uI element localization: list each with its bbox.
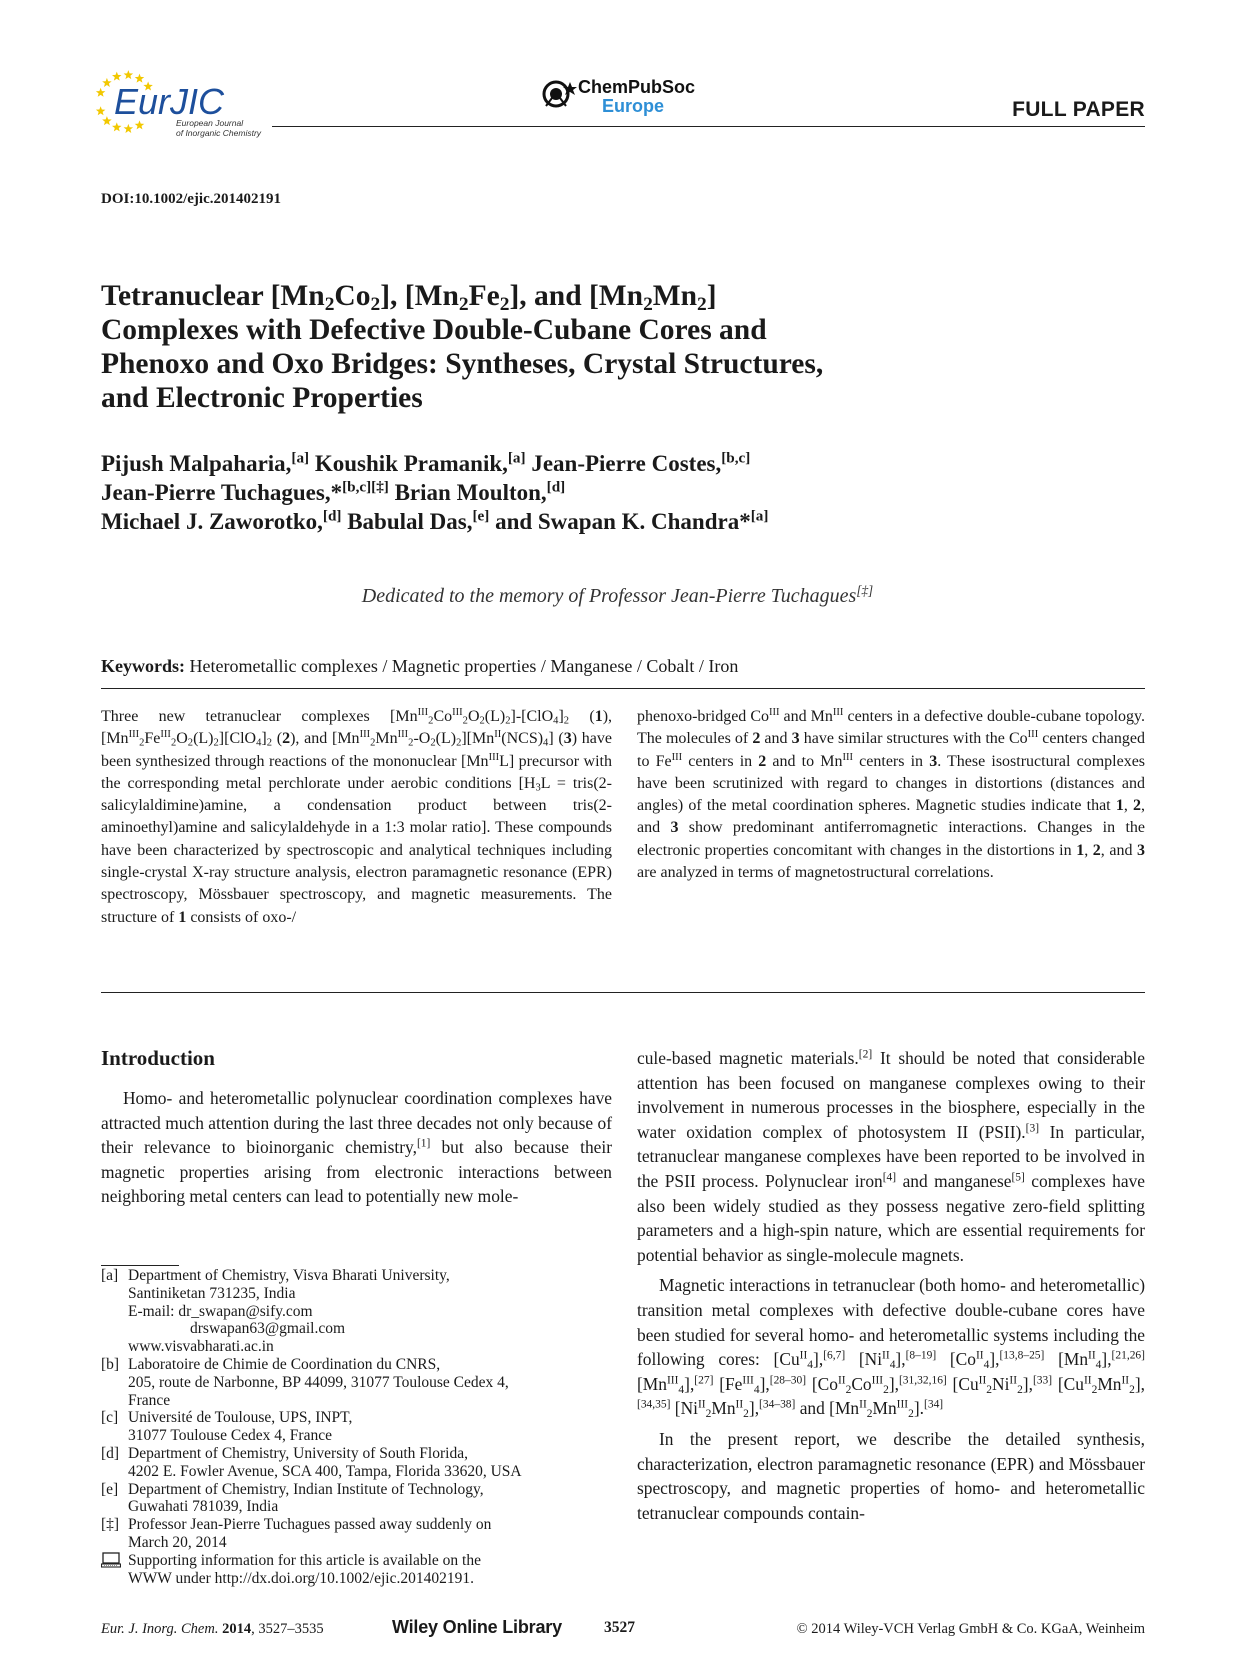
wiley-online-library-logo[interactable]: Wiley Online Library: [392, 1617, 562, 1637]
keywords-label: Keywords:: [101, 656, 185, 676]
star-icon: [102, 116, 112, 125]
chempubsoc-logo: [540, 76, 710, 118]
header-rule: [272, 126, 1145, 127]
footnote-rule: [101, 1265, 179, 1266]
page-number: 3527: [604, 1619, 635, 1636]
title-line: and Electronic Properties: [101, 382, 423, 414]
star-icon: [96, 88, 105, 97]
paragraph: cule-based magnetic materials.[2] It should be noted that considerable attention has been focused on manganese complexes owing to their involvement in numerous processes in the biosphere, especially in the water oxidation complex of photosystem II (PSII).[3] In particular, tetranuclear manganese complexes have been reported to be involved in the PSII process. Polynuclear iron[4] and manganese[5] complexes have also been widely studied as they possess negative zero-field splitting parameters and a high-spin nature, which are essential requirements for potential behavior as single-molecule magnets.: [637, 1048, 1145, 1265]
footer-pages: 3527–3535: [258, 1621, 324, 1637]
email-link[interactable]: E-mail: dr_swapan@sify.com: [128, 1302, 313, 1320]
footnote-e: [e] Department of Chemistry, Indian Institute of Technology, Guwahati 781039, India: [101, 1480, 484, 1516]
paper-type: FULL PAPER: [1012, 98, 1145, 121]
eurjic-wordmark: EurJIC: [114, 81, 225, 122]
article-title: [101, 279, 901, 415]
star-icon: [112, 72, 122, 81]
paragraph: In the present report, we describe the detailed synthesis, characterization, electron paramagnetic resonance (EPR) and Mössbauer spectroscopy, and magnetic properties of homo- and heterometallic tetranuclear compounds contain-: [637, 1428, 1145, 1523]
affiliation-footnotes: [101, 1267, 612, 1587]
footnote-a: [a] Department of Chemistry, Visva Bharati University, Santiniketan 731235, India E-mail: dr_swapan@sify.com drswapan63@gmail.com www.visvabharati.ac.in: [101, 1267, 612, 1356]
title-line: Phenoxo and Oxo Bridges: Syntheses, Crystal Structures,: [101, 348, 824, 380]
keywords-rule: [101, 688, 1145, 689]
footer-year: 2014: [222, 1621, 252, 1637]
footnote-d: [d] Department of Chemistry, University of South Florida, 4202 E. Fowler Avenue, SCA 400, Tampa, Florida 33620, USA: [101, 1444, 522, 1480]
introduction-left-column: [101, 1086, 612, 1209]
section-heading-introduction: Introduction: [101, 1046, 215, 1070]
author-line: Michael J. Zaworotko,[d] Babulal Das,[e] and Swapan K. Chandra*[a]: [101, 507, 769, 534]
dedication: Dedicated to the memory of Professor Jean-Pierre Tuchagues[‡]: [361, 582, 874, 607]
supporting-info-link[interactable]: WWW under http://dx.doi.org/10.1002/ejic.201402191.: [128, 1569, 474, 1587]
author-line: Pijush Malpaharia,[a] Koushik Pramanik,[a] Jean-Pierre Costes,[b,c]: [101, 449, 751, 476]
footnote-c: [c] Université de Toulouse, UPS, INPT, 31077 Toulouse Cedex 4, France: [101, 1409, 353, 1445]
title-line: Complexes with Defective Double-Cubane Cores and: [101, 314, 767, 346]
title-line: Tetranuclear $[Mn_2Co_2]$, $[Mn_2Fe_2]$, and $[Mn_2Mn_2]$: [101, 280, 717, 315]
footnote-supporting-info: Supporting information for this article is available on the WWW under http://dx.doi.org/10.1002/ejic.201402191.: [101, 1552, 612, 1588]
email-link[interactable]: drswapan63@gmail.com: [190, 1320, 346, 1338]
star-icon: [124, 70, 134, 79]
computer-icon: [101, 1552, 128, 1588]
website-link[interactable]: www.visvabharati.ac.in: [128, 1338, 274, 1356]
footnote-dagger: [‡] Professor Jean-Pierre Tuchagues passed away suddenly on March 20, 2014: [101, 1516, 492, 1551]
copyright: © 2014 Wiley-VCH Verlag GmbH & Co. KGaA, Weinheim: [796, 1621, 1145, 1637]
star-icon: [124, 124, 134, 133]
chempubsoc-line2: Europe: [602, 96, 665, 116]
keywords: [101, 656, 738, 677]
doi[interactable]: DOI:10.1002/ejic.201402191: [101, 191, 281, 207]
star-icon: [112, 122, 122, 131]
paragraph: Homo- and heterometallic polynuclear coordination complexes have attracted much attention during the last three decades not only because of their relevance to bioinorganic chemistry,[1] but also because their magnetic properties arising from electronic interactions between neighboring metal centers can lead to potentially new mole-: [101, 1088, 612, 1207]
author-line: Jean-Pierre Tuchagues,*[b,c][‡] Brian Moulton,[d]: [101, 478, 566, 505]
footer-journal-name: Eur. J. Inorg. Chem.: [101, 1621, 219, 1637]
star-icon: [96, 106, 105, 115]
eurjic-logo: [96, 68, 276, 148]
star-icon: [102, 78, 112, 87]
eurjic-subtitle-1: European Journal: [176, 118, 244, 128]
abstract-right-column: phenoxo-bridged $Co^{III}$ and $Mn^{III}$ centers in a defective double-cubane topology. The molecules of 2 and 3 have similar structures with the $Co^{III}$ centers changed to $Fe^{III}$ centers in 2 and to $Mn^{III}$ centers in 3. These isostructural complexes have been scrutinized with regard to changes in distortions (distances and angles) of the metal coordination spheres. Magnetic studies indicate that 1, 2, and 3 show predominant antiferromagnetic interactions. Changes in the electronic properties concomitant with changes in the distortions in 1, 2, and 3 are analyzed in terms of magnetostructural correlations.: [637, 707, 1146, 882]
paragraph: Magnetic interactions in tetranuclear (both homo- and heterometallic) transition metal complexes with defective double-cubane cores have been studied for several homo- and heterometallic systems including the following cores: $[Cu^{II}_4],[6,7]$ $[Ni^{II}_4],[8-19]$ $[Co^{II}_4],[13,8-25]$ $[Mn^{II}_4],[21,26]$ $[Mn^{III}_4],[27]$ $[Fe^{III}_4],[28-30]$ $[Co^{II}_2Co^{III}_2],[31,32,16]$ $[Cu^{II}_2Ni^{II}_2],[33]$ $[Cu^{II}_2Mn^{II}_2],[34,35]$ $[Ni^{II}_2Mn^{II}_2],[34-38]$ and $[Mn^{II}_2Mn^{III}_2].[34]$: [637, 1275, 1145, 1421]
footer-citation: Eur. J. Inorg. Chem. 2014, 3527–3535: [101, 1621, 324, 1637]
abstract-rule: [101, 992, 1145, 993]
keywords-text: Heterometallic complexes / Magnetic properties / Manganese / Cobalt / Iron: [189, 656, 739, 676]
abstract-left-column: Three new tetranuclear complexes $[Mn^{III}_2Co^{III}_2O_2(L)_2]-[ClO_4]_2$ (1), $[Mn^{III}_2Fe^{III}_2O_2(L)_2][ClO_4]_2$ (2), and $[Mn^{III}_2Mn^{III}_2-O_2(L)_2][Mn^{II}(NCS)_4]$ (3) have been synthesized through reactions of the mononuclear $[Mn^{III}L]$ precursor with the corresponding metal perchlorate under aerobic conditions [$H_3L$ = tris(2-salicylaldimine)amine, a condensation product between tris(2-aminoethyl)amine and salicylaldehyde in a 1:3 molar ratio]. These compounds have been characterized by spectroscopic and analytical techniques including single-crystal X-ray structure analysis, electron paramagnetic resonance (EPR) spectroscopy, Mössbauer spectroscopy, and magnetic measurements. The structure of 1 consists of oxo-/: [101, 707, 613, 926]
chempubsoc-line1: ChemPubSoc: [578, 77, 696, 97]
eurjic-star-ring-icon: [96, 68, 276, 148]
chempubsoc-emblem-icon: [544, 82, 577, 106]
footnote-b: [b] Laboratoire de Chimie de Coordination du CNRS, 205, route de Narbonne, BP 44099, 31077 Toulouse Cedex 4, France: [101, 1355, 509, 1409]
eurjic-subtitle-2: of Inorganic Chemistry: [176, 128, 262, 138]
introduction-right-column: [637, 1046, 1145, 1525]
author-list: [101, 449, 1001, 536]
